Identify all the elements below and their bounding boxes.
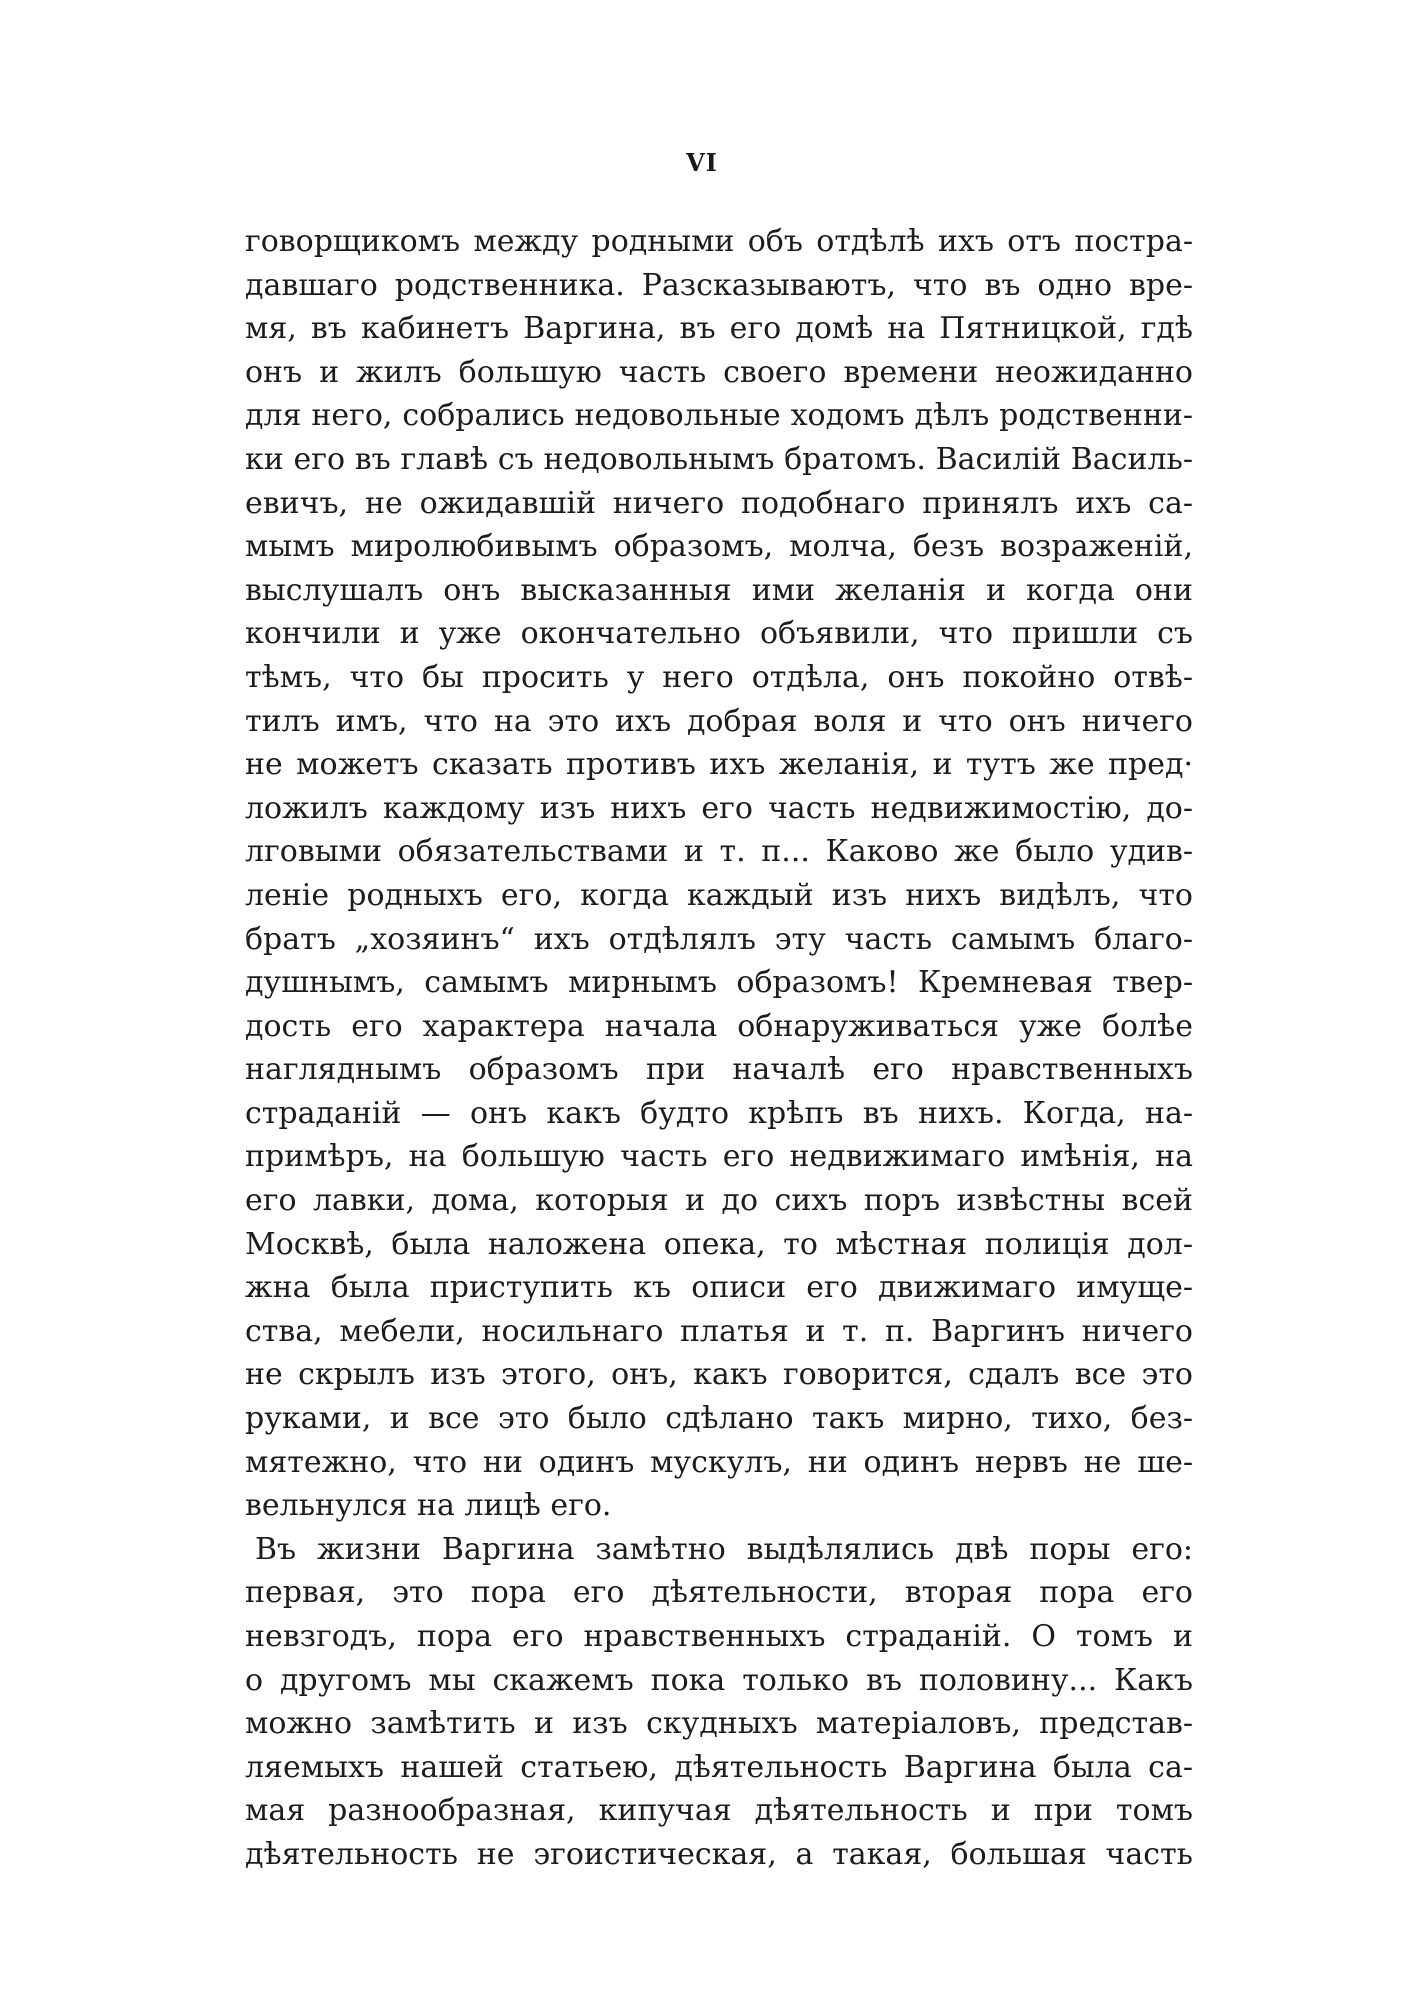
text-line: кончили и уже окончательно объявили, что пришли съ [245,616,1193,652]
text-line: лговыми обязательствами и т. п... Каково же было удив- [245,834,1193,870]
body-text [245,220,1193,1877]
paragraph-1 [245,220,1193,1528]
text-line: давшаго родственника. Разсказываютъ, что въ одно вре- [245,267,1193,303]
text-line: мя, въ кабинетъ Варгина, въ его домѣ на Пятницкой, гдѣ [245,311,1193,347]
text-line: душнымъ, самымъ мирнымъ образомъ! Кремневая твер- [245,965,1193,1001]
text-line: тѣмъ, что бы просить у него отдѣла, онъ покойно отвѣ- [245,659,1193,695]
text-line: ства, мебели, носильнаго платья и т. п. Варгинъ ничего [245,1313,1193,1349]
text-line: онъ и жилъ большую часть своего времени неожиданно [245,354,1193,390]
text-line: нагляднымъ образомъ при началѣ его нравственныхъ [245,1052,1193,1088]
text-line: вельнулся на лицѣ его. [245,1488,612,1524]
text-line: мятежно, что ни одинъ мускулъ, ни одинъ нервъ не ше- [245,1444,1193,1480]
text-line: не скрылъ изъ этого, онъ, какъ говорится, сдалъ все это [245,1357,1193,1393]
text-line: примѣръ, на большую часть его недвижимаго имѣнія, на [245,1139,1193,1175]
text-line: о другомъ мы скажемъ пока только въ половину... Какъ [245,1662,1193,1698]
text-line: ки его въ главѣ съ недовольнымъ братомъ. Василій Василь- [245,441,1193,477]
text-line: выслушалъ онъ высказанныя ими желанія и когда они [245,572,1193,608]
text-line: дость его характера начала обнаруживаться уже болѣе [245,1008,1193,1044]
text-line: евичъ, не ожидавшій ничего подобнаго принялъ ихъ са- [245,485,1193,521]
text-line: страданій — онъ какъ будто крѣпъ въ нихъ. Когда, на- [245,1095,1193,1131]
text-line: Москвѣ, была наложена опека, то мѣстная полиція дол- [245,1226,1193,1262]
page-number: VI [686,148,718,177]
paragraph-2 [245,1528,1193,1877]
text-line: Въ жизни Варгина замѣтно выдѣлялись двѣ поры его: [255,1531,1193,1567]
text-line: леніе родныхъ его, когда каждый изъ нихъ видѣлъ, что [245,877,1193,913]
text-line: ложилъ каждому изъ нихъ его часть недвижимостію, до- [245,790,1193,826]
text-line: дѣятельность не эгоистическая, а такая, большая часть [245,1836,1193,1872]
text-line: руками, и все это было сдѣлано такъ мирно, тихо, без- [245,1401,1193,1437]
text-line: первая, это пора его дѣятельности, вторая пора его [245,1575,1193,1611]
text-line: братъ „хозяинъ“ ихъ отдѣлялъ эту часть самымъ благо- [245,921,1193,957]
text-line: тилъ имъ, что на это ихъ добрая воля и что онъ ничего [245,703,1193,739]
text-line: для него, собрались недовольные ходомъ дѣлъ родственни- [245,398,1193,434]
text-line: не можетъ сказать противъ ихъ желанія, и тутъ же пред· [245,747,1193,783]
text-line: мымъ миролюбивымъ образомъ, молча, безъ возраженій, [245,529,1193,565]
text-line: невзгодъ, пора его нравственныхъ страданій. О томъ и [245,1619,1193,1654]
text-line: можно замѣтить и изъ скудныхъ матеріаловъ, представ- [245,1706,1193,1742]
text-line: мая разнообразная, кипучая дѣятельность и при томъ [245,1793,1193,1829]
text-line: говорщикомъ между родными объ отдѣлѣ ихъ отъ постра- [245,224,1193,259]
text-line: жна была приступить къ описи его движимаго имуще- [245,1270,1193,1306]
text-line: его лавки, дома, которыя и до сихъ поръ извѣстны всей [245,1183,1193,1219]
text-line: ляемыхъ нашей статьею, дѣятельность Варгина была са- [245,1749,1193,1785]
